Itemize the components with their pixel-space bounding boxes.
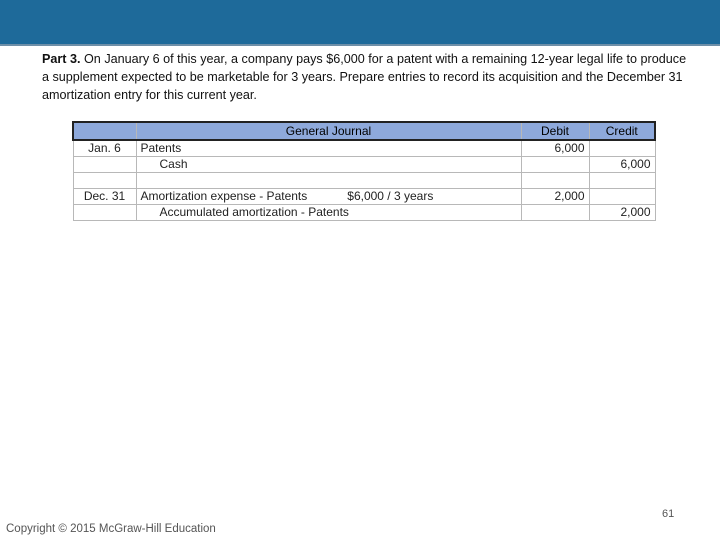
intro-text: On January 6 of this year, a company pays $6,000 for a patent with a remaining 12-year legal life to produce a supplement expected to be marketable for 3 years. Prepare entries to record its acquisition and the December 31 amortization entry for this current year. [42,52,687,102]
entry-account-cell [136,188,521,204]
header-date [73,122,136,140]
entry-account: Amortization expense - Patents [140,189,308,203]
entry-credit [589,140,655,156]
entry-calculation-note: $6,000 / 3 years [347,189,434,203]
entry-credit [589,188,655,204]
journal-header-row [73,122,655,140]
entry-credit: 6,000 [589,156,655,172]
journal-row [73,156,655,172]
entry-date [73,156,136,172]
journal-row [73,188,655,204]
entry-account: Patents [136,140,521,156]
entry-date [73,204,136,220]
banner-divider [0,44,720,46]
journal-row [73,204,655,220]
header-credit: Credit [589,122,655,140]
entry-credit: 2,000 [589,204,655,220]
entry-debit [521,204,589,220]
entry-date: Dec. 31 [73,188,136,204]
entry-date: Jan. 6 [73,140,136,156]
part-label: Part 3. [42,52,81,66]
entry-debit: 2,000 [521,188,589,204]
entry-account: Cash [136,156,521,172]
journal-blank-row [73,172,655,188]
entry-account: Accumulated amortization - Patents [136,204,521,220]
entry-debit: 6,000 [521,140,589,156]
copyright-notice: Copyright © 2015 McGraw-Hill Education [6,523,216,535]
entry-debit [521,156,589,172]
general-journal-table [72,121,656,221]
header-debit: Debit [521,122,589,140]
problem-statement [42,50,694,104]
top-banner [0,0,720,44]
page-number: 61 [662,508,675,520]
journal-row [73,140,655,156]
header-title: General Journal [136,122,521,140]
